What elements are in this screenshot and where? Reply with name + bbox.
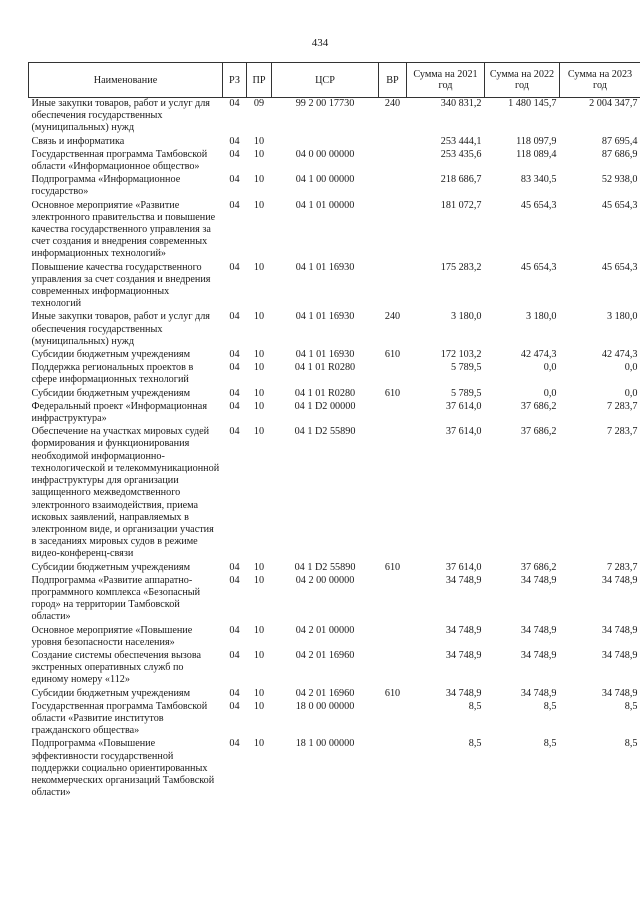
row-sum-2021: 37 614,0 [445,561,482,573]
row-sum-2023: 2 004 347,7 [589,98,638,109]
table-row [29,738,640,800]
row-vr [379,136,407,149]
row-sum-2023: 7 283,7 [606,426,638,438]
row-pr: 10 [253,148,265,160]
header-sum-2023: Сумма на 2023 год [560,63,640,98]
row-name: Поддержка региональных проектов в сфере информационных технологий [31,362,194,386]
table-row [29,174,640,199]
row-rz: 04 [229,311,240,323]
header-rz: РЗ [223,63,247,98]
row-sum-2023: 8,5 [624,738,638,750]
row-sum-2022: 34 748,9 [520,574,557,586]
header-sum-2022: Сумма на 2022 год [485,63,560,98]
row-sum-2023: 45 654,3 [601,199,638,211]
header-vr: ВР [379,63,407,98]
row-csr: 04 0 00 00000 [295,148,355,160]
row-csr: 04 1 D2 00000 [294,400,356,412]
row-name: Подпрограмма «Развитие аппаратно-программного комплекса «Безопасный город» на территории Тамбовской области» [31,574,201,623]
table-row [29,136,640,149]
table-body [29,98,640,801]
row-name: Подпрограмма «Информационное государство» [31,174,181,198]
row-rz: 04 [229,624,240,636]
header-pr: ПР [247,63,272,98]
row-rz: 04 [229,199,240,211]
row-csr: 04 1 01 16930 [295,261,355,273]
row-pr: 10 [253,649,265,661]
row-rz: 04 [229,135,240,147]
row-pr: 10 [253,387,265,399]
table-row [29,98,640,136]
row-sum-2022: 34 748,9 [520,687,557,699]
row-rz: 04 [229,387,240,399]
row-rz: 04 [229,400,240,412]
row-csr: 04 2 01 00000 [295,624,355,636]
table-row [29,388,640,401]
row-vr: 240 [384,98,401,109]
row-csr: 04 1 D2 55890 [294,561,356,573]
row-name: Федеральный проект «Информационная инфраструктура» [31,400,208,425]
row-sum-2023: 0,0 [624,387,638,399]
row-csr: 04 1 00 00000 [295,174,355,186]
row-sum-2021: 37 614,0 [445,400,482,412]
page-number: 434 [311,37,329,49]
row-sum-2023: 34 748,9 [601,574,638,586]
row-csr: 18 0 00 00000 [295,700,355,712]
row-sum-2021: 253 435,6 [440,148,482,160]
table-row [29,575,640,625]
row-vr: 610 [384,561,401,573]
row-sum-2021: 175 283,2 [440,261,482,273]
row-sum-2021: 340 831,2 [440,98,482,109]
row-name: Субсидии бюджетным учреждениям [31,387,191,399]
row-name: Подпрограмма «Повышение эффективности государственной поддержки социально ориентированных некоммерческих организаций Тамбовской области» [31,738,215,799]
header-sum-2021: Сумма на 2021 год [407,63,485,98]
table-row [29,701,640,739]
row-csr [272,136,379,149]
row-vr [379,701,407,739]
row-vr [379,426,407,561]
row-vr [379,149,407,174]
row-sum-2022: 45 654,3 [520,199,557,211]
row-sum-2021: 34 748,9 [445,574,482,586]
table-row [29,349,640,362]
table-row [29,311,640,349]
row-pr: 10 [253,311,265,323]
row-pr: 10 [253,687,265,699]
row-name: Государственная программа Тамбовской области «Информационное общество» [31,148,208,173]
table-row [29,149,640,174]
row-pr: 10 [253,574,265,586]
row-rz: 04 [229,687,240,699]
row-vr: 610 [384,349,401,361]
row-name: Иные закупки товаров, работ и услуг для обеспечения государственных (муниципальных) нужд [31,311,210,347]
row-sum-2022: 118 097,9 [516,135,557,147]
row-rz: 04 [229,174,240,186]
row-vr [379,200,407,262]
row-rz: 04 [229,738,240,750]
table-row [29,426,640,561]
row-sum-2022: 42 474,3 [520,349,557,361]
row-vr: 240 [384,311,401,323]
row-sum-2021: 218 686,7 [440,174,482,186]
row-csr: 04 1 01 R0280 [294,362,356,374]
row-rz: 04 [229,98,240,109]
row-csr: 04 1 01 R0280 [294,387,356,399]
row-name: Обеспечение на участках мировых судей формирования и функционирования необходимой информационно-технологической и телекоммуникационной инфраструктуры для организации защищенного межведомственного электронного взаимодействия, приема исковых заявлений, направляемых в электронном виде, и организации участия в заседаниях мировых судов в режиме видео-конференц-связи [31,426,220,560]
row-sum-2022: 34 748,9 [520,649,557,661]
row-pr: 10 [253,349,265,361]
row-sum-2021: 5 789,5 [450,362,482,374]
row-sum-2022: 118 089,4 [516,148,557,160]
row-name: Иные закупки товаров, работ и услуг для обеспечения государственных (муниципальных) нужд [31,98,210,134]
row-sum-2022: 0,0 [543,387,557,399]
row-sum-2021: 181 072,7 [440,199,482,211]
row-sum-2022: 0,0 [543,362,557,374]
row-sum-2022: 37 686,2 [520,561,557,573]
row-sum-2022: 37 686,2 [520,426,557,438]
row-sum-2023: 8,5 [624,700,638,712]
row-rz: 04 [229,426,240,438]
row-name: Повышение качества государственного управления за счет создания и внедрения современных информационных технологий [31,261,211,310]
row-sum-2022: 34 748,9 [520,624,557,636]
row-csr: 04 1 01 00000 [295,199,355,211]
row-sum-2021: 8,5 [468,700,482,712]
row-sum-2021: 34 748,9 [445,687,482,699]
row-rz: 04 [229,349,240,361]
row-vr [379,174,407,199]
row-vr [379,575,407,625]
table-header-row [29,63,640,98]
row-vr: 610 [384,687,401,699]
row-name: Основное мероприятие «Развитие электронного правительства и повышение качества государственного управления за счет создания и внедрения современных информационных технологий» [31,199,216,260]
table-row [29,650,640,688]
row-rz: 04 [229,362,240,374]
row-pr: 10 [253,135,265,147]
header-csr: ЦСР [272,63,379,98]
row-sum-2023: 87 686,9 [601,148,638,160]
row-vr [379,738,407,800]
row-sum-2023: 34 748,9 [601,624,638,636]
row-sum-2021: 3 180,0 [450,311,482,323]
row-sum-2022: 1 480 145,7 [508,98,557,109]
row-csr: 04 1 D2 55890 [294,426,356,438]
table-row [29,262,640,312]
row-vr [379,362,407,387]
header-name: Наименование [29,63,223,98]
table-row [29,200,640,262]
row-vr [379,401,407,426]
row-sum-2021: 37 614,0 [445,426,482,438]
table-row [29,688,640,701]
row-sum-2021: 34 748,9 [445,624,482,636]
row-sum-2022: 83 340,5 [520,174,557,186]
row-csr: 04 2 01 16960 [295,687,355,699]
row-name: Связь и информатика [31,135,125,147]
row-csr: 18 1 00 00000 [295,738,355,750]
row-name: Субсидии бюджетным учреждениям [31,349,191,361]
row-rz: 04 [229,700,240,712]
row-pr: 10 [253,700,265,712]
row-name: Создание системы обеспечения вызова экстренных оперативных служб по единому номеру «112» [31,649,202,686]
row-name: Субсидии бюджетным учреждениям [31,687,191,699]
row-name: Основное мероприятие «Повышение уровня безопасности населения» [31,624,193,648]
row-sum-2022: 8,5 [543,700,557,712]
row-csr: 04 1 01 16930 [295,311,355,323]
row-rz: 04 [229,261,240,273]
row-rz: 04 [229,561,240,573]
row-sum-2023: 0,0 [624,362,638,374]
row-vr [379,650,407,688]
row-csr: 99 2 00 17730 [295,98,355,109]
row-sum-2022: 8,5 [543,738,557,750]
row-sum-2022: 45 654,3 [520,261,557,273]
row-sum-2021: 8,5 [468,738,482,750]
row-sum-2023: 42 474,3 [601,349,638,361]
row-csr: 04 2 01 16960 [295,649,355,661]
row-sum-2023: 34 748,9 [601,649,638,661]
row-rz: 04 [229,649,240,661]
row-sum-2021: 5 789,5 [450,387,482,399]
row-pr: 10 [253,624,265,636]
row-sum-2023: 87 695,4 [601,135,638,147]
row-pr: 10 [253,426,265,438]
row-pr: 10 [253,738,265,750]
row-rz: 04 [229,148,240,160]
table-row [29,562,640,575]
row-name: Субсидии бюджетным учреждениям [31,561,191,573]
row-sum-2021: 253 444,1 [440,135,482,147]
row-sum-2023: 7 283,7 [606,561,638,573]
row-sum-2022: 3 180,0 [525,311,557,323]
row-sum-2023: 3 180,0 [606,311,638,323]
budget-table [28,62,640,800]
table-row [29,401,640,426]
row-sum-2023: 34 748,9 [601,687,638,699]
row-csr: 04 2 00 00000 [295,574,355,586]
row-name: Государственная программа Тамбовской области «Развитие институтов гражданского общества» [31,700,208,737]
row-sum-2021: 172 103,2 [440,349,482,361]
table-row [29,625,640,650]
row-pr: 10 [253,400,265,412]
row-pr: 10 [253,362,265,374]
row-sum-2023: 52 938,0 [601,174,638,186]
row-sum-2023: 45 654,3 [601,261,638,273]
row-sum-2023: 7 283,7 [606,400,638,412]
row-pr: 10 [253,174,265,186]
row-pr: 10 [253,199,265,211]
row-vr [379,625,407,650]
row-sum-2022: 37 686,2 [520,400,557,412]
row-vr: 610 [384,387,401,399]
table-row [29,362,640,387]
row-pr: 09 [253,98,265,109]
row-sum-2021: 34 748,9 [445,649,482,661]
row-vr [379,262,407,312]
row-rz: 04 [229,574,240,586]
row-csr: 04 1 01 16930 [295,349,355,361]
row-pr: 10 [253,561,265,573]
row-pr: 10 [253,261,265,273]
